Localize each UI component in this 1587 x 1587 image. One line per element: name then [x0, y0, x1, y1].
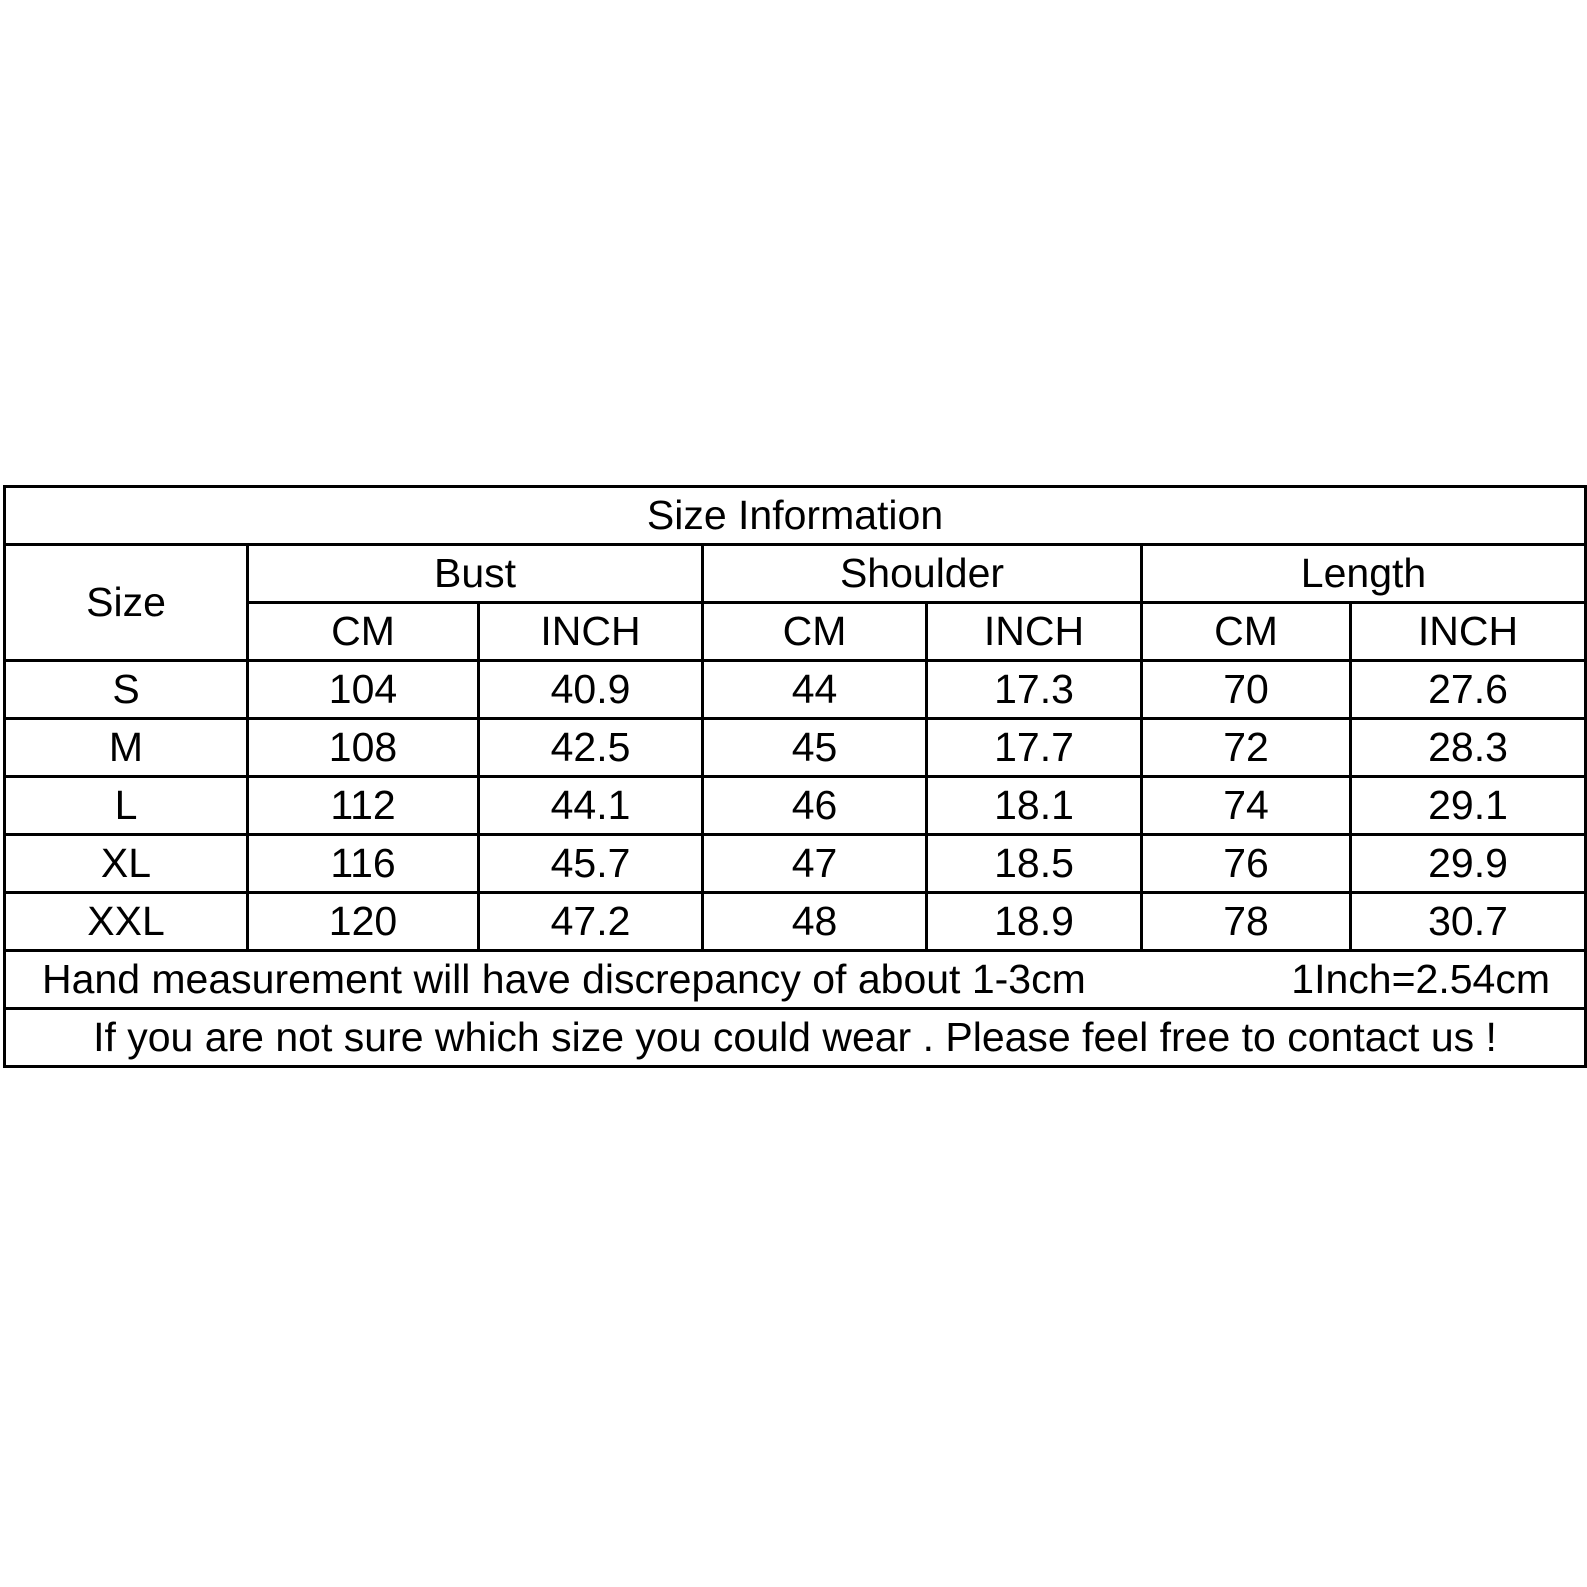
table-cell: 72: [1142, 719, 1351, 777]
measurement-note: Hand measurement will have discrepancy of about 1-3cm: [5, 951, 1142, 1009]
table-cell: 40.9: [479, 661, 703, 719]
group-header-row: [5, 545, 1586, 603]
table-cell: 30.7: [1351, 893, 1586, 951]
table-row: [5, 893, 1586, 951]
table-cell: 47: [703, 835, 927, 893]
contact-note-row: [5, 1009, 1586, 1067]
table-row: [5, 719, 1586, 777]
table-cell: 29.1: [1351, 777, 1586, 835]
table-cell: 18.9: [927, 893, 1142, 951]
bust-header: Bust: [248, 545, 703, 603]
table-cell: 18.1: [927, 777, 1142, 835]
table-row: [5, 661, 1586, 719]
table-cell: 18.5: [927, 835, 1142, 893]
size-label: XXL: [5, 893, 248, 951]
table-cell: 120: [248, 893, 479, 951]
table-cell: 104: [248, 661, 479, 719]
table-cell: 78: [1142, 893, 1351, 951]
conversion-note: 1Inch=2.54cm: [1142, 951, 1586, 1009]
unit-header: INCH: [1351, 603, 1586, 661]
size-label: XL: [5, 835, 248, 893]
unit-header: CM: [1142, 603, 1351, 661]
table-row: [5, 777, 1586, 835]
table-cell: 70: [1142, 661, 1351, 719]
table-cell: 108: [248, 719, 479, 777]
contact-note: If you are not sure which size you could wear . Please feel free to contact us !: [5, 1009, 1586, 1067]
size-label: L: [5, 777, 248, 835]
table-cell: 74: [1142, 777, 1351, 835]
shoulder-header: Shoulder: [703, 545, 1142, 603]
size-column-header: Size: [5, 545, 248, 661]
table-cell: 17.3: [927, 661, 1142, 719]
unit-header: CM: [248, 603, 479, 661]
table-cell: 45.7: [479, 835, 703, 893]
size-table: [3, 485, 1587, 1068]
length-header: Length: [1142, 545, 1586, 603]
table-cell: 27.6: [1351, 661, 1586, 719]
table-cell: 29.9: [1351, 835, 1586, 893]
measurement-note-row: [5, 951, 1586, 1009]
unit-header: CM: [703, 603, 927, 661]
table-cell: 48: [703, 893, 927, 951]
table-cell: 44: [703, 661, 927, 719]
table-cell: 47.2: [479, 893, 703, 951]
table-cell: 44.1: [479, 777, 703, 835]
title-row: [5, 487, 1586, 545]
unit-header: INCH: [927, 603, 1142, 661]
table-cell: 42.5: [479, 719, 703, 777]
table-title: Size Information: [5, 487, 1586, 545]
table-cell: 45: [703, 719, 927, 777]
table-cell: 116: [248, 835, 479, 893]
table-cell: 112: [248, 777, 479, 835]
size-label: S: [5, 661, 248, 719]
table-cell: 46: [703, 777, 927, 835]
table-cell: 76: [1142, 835, 1351, 893]
table-cell: 17.7: [927, 719, 1142, 777]
size-label: M: [5, 719, 248, 777]
table-cell: 28.3: [1351, 719, 1586, 777]
table-row: [5, 835, 1586, 893]
unit-header: INCH: [479, 603, 703, 661]
